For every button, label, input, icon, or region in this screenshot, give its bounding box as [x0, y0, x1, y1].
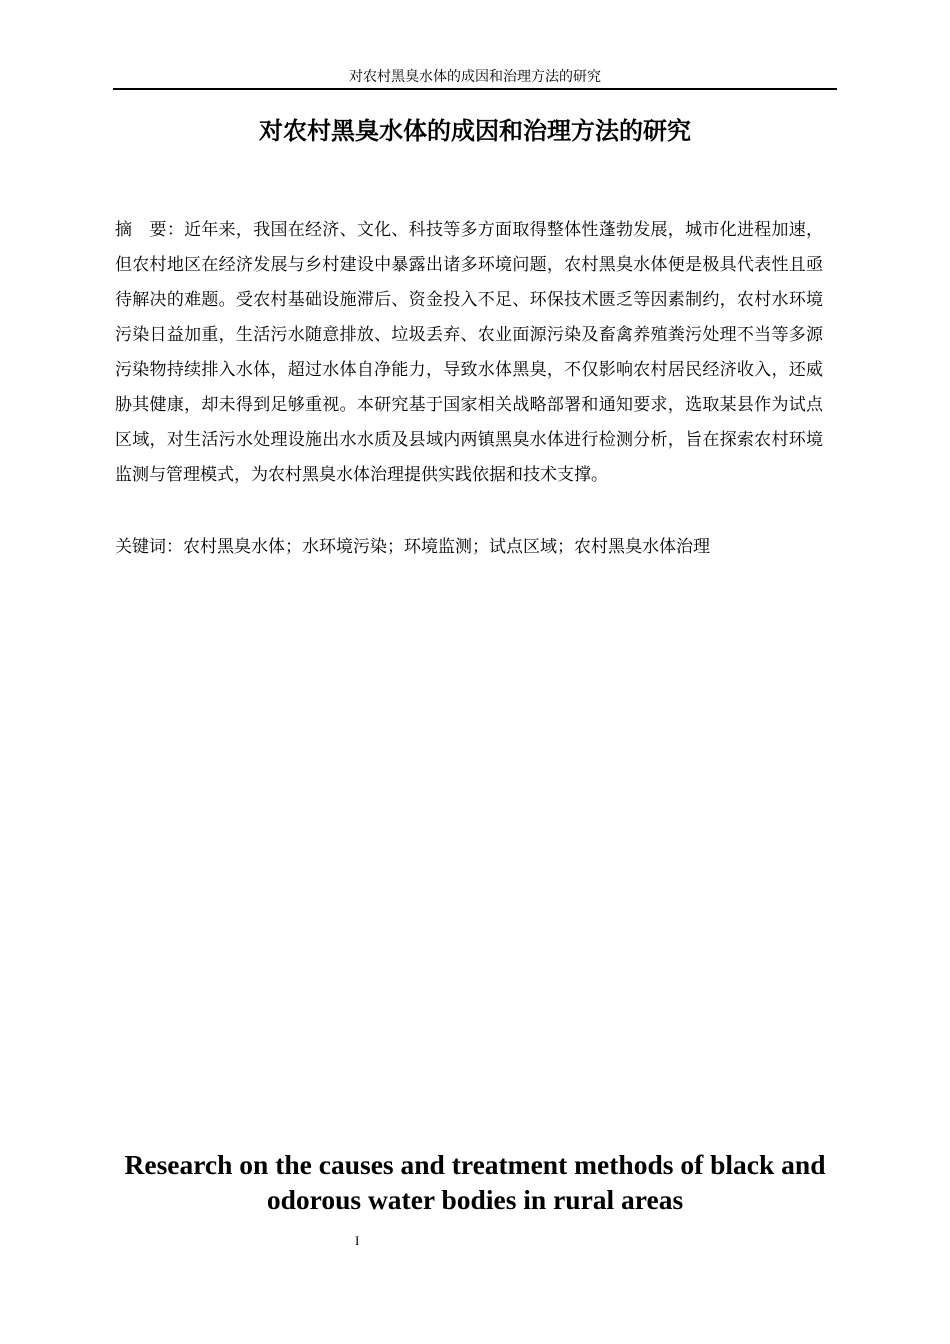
english-title: Research on the causes and treatment methods of black and odorous water bodies in rural areas — [124, 1149, 826, 1215]
chinese-title: 对农村黑臭水体的成因和治理方法的研究 — [259, 117, 691, 145]
abstract-text: 近年来，我国在经济、文化、科技等多方面取得整体性蓬勃发展，城市化进程加速，但农村地区在经济发展与乡村建设中暴露出诸多环境问题，农村黑臭水体便是极具代表性且亟待解决的难题。受农村基础设施滞后、资金投入不足、环保技术匮乏等因素制约，农村水环境污染日益加重，生活污水随意排放、垃圾丢弃、农业面源污染及畜禽养殖粪污处理不当等多源污染物持续排入水体，超过水体自净能力，导致水体黑臭，不仅影响农村居民经济收入，还威胁其健康，却未得到足够重视。本研究基于国家相关战略部署和通知要求，选取某县作为试点区域，对生活污水处理设施出水水质及县域内两镇黑臭水体进行检测分析，旨在探索农村环境监测与管理模式，为农村黑臭水体治理提供实践依据和技术支撑。 — [115, 220, 824, 485]
header-divider — [113, 88, 837, 90]
keywords-paragraph — [115, 530, 823, 565]
running-header: 对农村黑臭水体的成因和治理方法的研究 — [349, 69, 601, 85]
abstract-label: 摘 要： — [115, 220, 185, 240]
page-number: I — [355, 1233, 360, 1248]
keywords-label: 关键词： — [115, 537, 183, 557]
keywords-text: 农村黑臭水体；水环境污染；环境监测；试点区域；农村黑臭水体治理 — [183, 537, 710, 557]
abstract-paragraph — [115, 213, 823, 493]
